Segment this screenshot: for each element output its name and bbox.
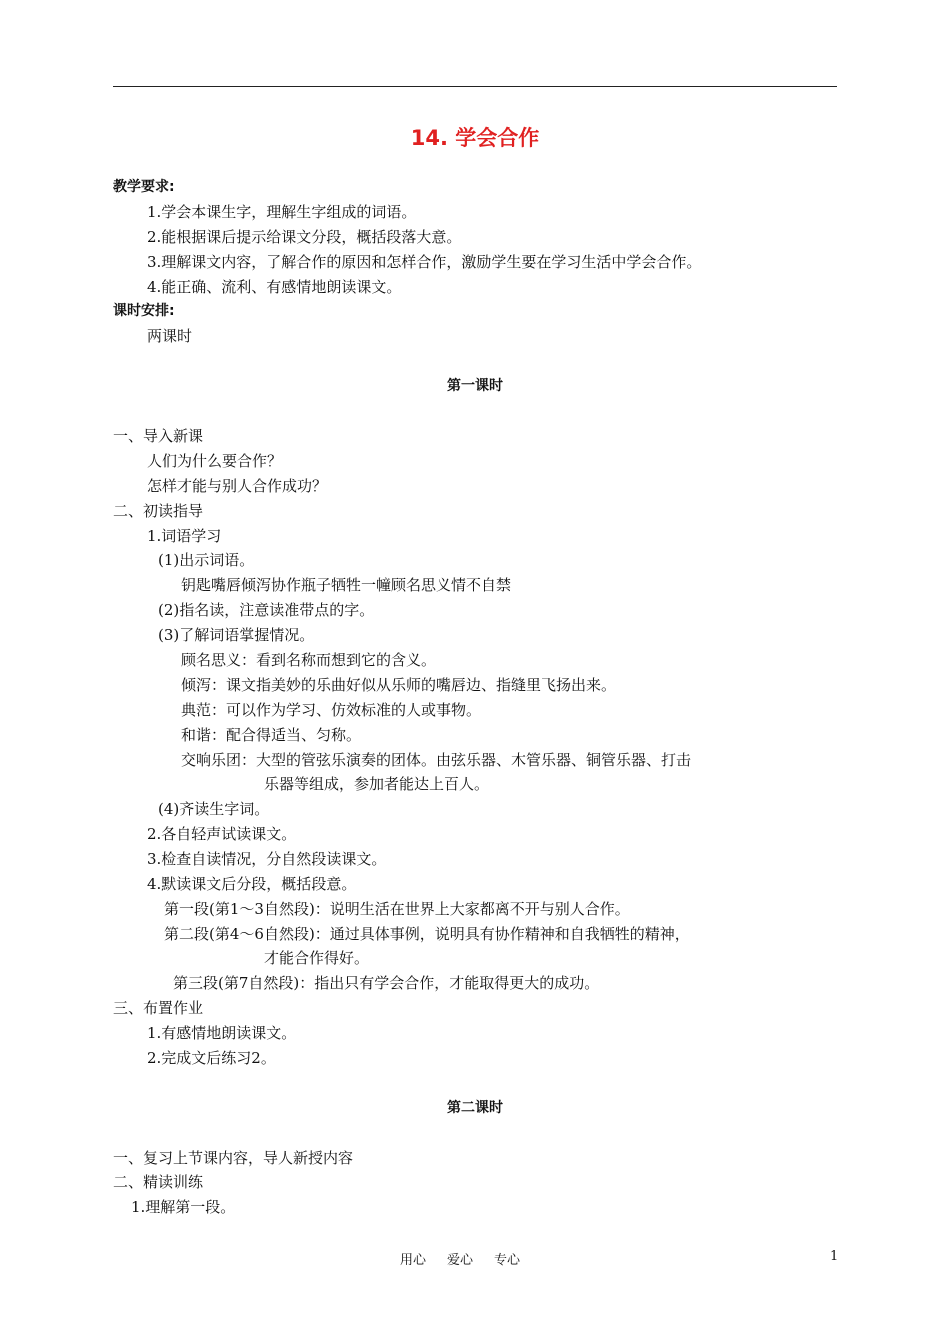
footer-text: 用心 <box>400 1253 427 1268</box>
paragraph-summary-continued: 才能合作得好。 <box>264 949 370 967</box>
section-heading: 一、复习上节课内容，导人新授内容 <box>113 1149 354 1167</box>
lesson-title: 14. 学会合作 <box>410 126 540 150</box>
text-line: (3)了解词语掌握情况。 <box>158 626 315 644</box>
subsection-heading: 1.理解第一段。 <box>131 1198 236 1216</box>
schedule-heading: 课时安排: <box>113 303 175 319</box>
text-line: (1)出示词语。 <box>158 551 255 569</box>
requirement-item: 1.学会本课生字，理解生字组成的词语。 <box>147 203 417 221</box>
footer-text: 专心 <box>494 1253 521 1268</box>
subsection-heading: 2.各自轻声试读课文。 <box>147 825 297 843</box>
paragraph-summary: 第三段(第7自然段)：指出只有学会合作，才能取得更大的成功。 <box>173 974 600 992</box>
lesson1-heading: 第一课时 <box>447 378 503 394</box>
definition-line-continued: 乐器等组成，参加者能达上百人。 <box>264 775 490 793</box>
schedule-value: 两课时 <box>147 327 193 345</box>
definition-line: 和谐：配合得适当、匀称。 <box>181 726 362 744</box>
header-rule <box>113 86 837 87</box>
footer-text: 爱心 <box>447 1253 474 1268</box>
definition-line: 倾泻：课文指美妙的乐曲好似从乐师的嘴唇边、指缝里飞扬出来。 <box>181 676 617 694</box>
vocabulary-list: 钥匙嘴唇倾泻协作瓶子牺牲一幢顾名思义情不自禁 <box>181 576 512 594</box>
text-line: (2)指名读，注意读准带点的字。 <box>158 601 375 619</box>
requirement-item: 3.理解课文内容，了解合作的原因和怎样合作，激励学生要在学习生活中学会合作。 <box>147 253 702 271</box>
section-heading: 二、精读训练 <box>113 1173 204 1191</box>
subsection-heading: 4.默读课文后分段，概括段意。 <box>147 875 357 893</box>
section-heading: 二、初读指导 <box>113 502 204 520</box>
section-heading: 三、布置作业 <box>113 999 204 1017</box>
definition-line: 交响乐团：大型的管弦乐演奏的团体。由弦乐器、木管乐器、铜管乐器、打击 <box>181 751 692 769</box>
requirements-heading: 教学要求: <box>113 179 175 195</box>
text-line: 1.有感情地朗读课文。 <box>147 1024 297 1042</box>
text-line: 2.完成文后练习2。 <box>147 1049 276 1067</box>
text-line: 人们为什么要合作？ <box>147 452 283 470</box>
subsection-heading: 1.词语学习 <box>147 527 222 545</box>
lesson2-heading: 第二课时 <box>447 1100 503 1116</box>
requirement-item: 2.能根据课后提示给课文分段，概括段落大意。 <box>147 228 462 246</box>
definition-line: 顾名思义：看到名称而想到它的含义。 <box>181 651 437 669</box>
page-number: 1 <box>830 1249 839 1264</box>
text-line: (4)齐读生字词。 <box>158 800 270 818</box>
paragraph-summary: 第一段(第1～3自然段)：说明生活在世界上大家都离不开与别人合作。 <box>164 900 630 918</box>
text-line: 怎样才能与别人合作成功？ <box>147 477 328 495</box>
definition-line: 典范：可以作为学习、仿效标准的人或事物。 <box>181 701 482 719</box>
subsection-heading: 3.检查自读情况，分自然段读课文。 <box>147 850 387 868</box>
section-heading: 一、导入新课 <box>113 427 204 445</box>
paragraph-summary: 第二段(第4～6自然段)：通过具体事例，说明具有协作精神和自我牺牲的精神， <box>164 925 690 943</box>
requirement-item: 4.能正确、流利、有感情地朗读课文。 <box>147 278 402 296</box>
